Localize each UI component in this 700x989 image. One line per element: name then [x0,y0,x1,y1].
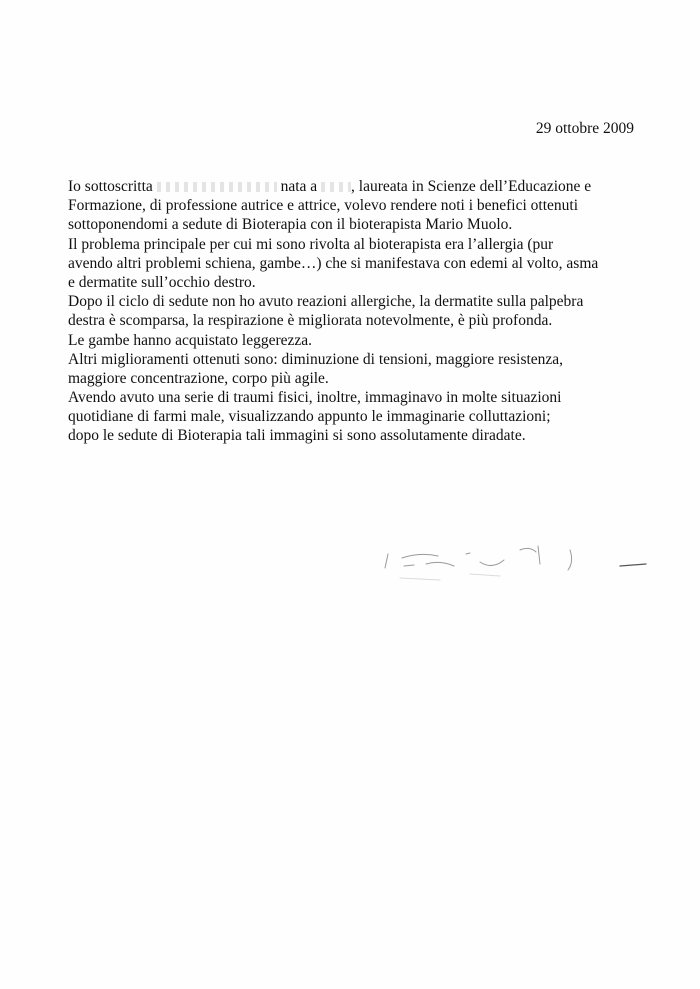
born-in-text: nata a [276,178,322,195]
letter-line-1 [68,177,658,196]
letter-line-14: dopo le sedute di Bioterapia tali immagini si sono assolutamente diradate. [68,427,526,445]
handwritten-signature [380,540,650,600]
letter-line-5: avendo altri problemi schiena, gambe…) che si manifestava con edemi al volto, asma [68,254,599,272]
letter-line-3: sottoponendomi a sedute di Bioterapia con il bioterapista Mario Muolo. [68,216,513,234]
letter-body [68,177,658,446]
redacted-place [321,182,351,192]
intro-text: Io sottoscritta [68,178,157,195]
degree-text: , laureata in Scienze dell’Educazione e [351,178,592,195]
letter-date: 29 ottobre 2009 [535,120,634,137]
letter-line-6: e dermatite sull’occhio destro. [68,273,256,291]
letter-line-7: Dopo il ciclo di sedute non ho avuto reazioni allergiche, la dermatite sulla palpebra [68,293,584,311]
letter-line-10: Altri miglioramenti ottenuti sono: diminuzione di tensioni, maggiore resistenza, [68,350,564,368]
letter-line-13: quotidiane di farmi male, visualizzando appunto le immaginarie colluttazioni; [68,408,551,426]
letter-line-2: Formazione, di professione autrice e attrice, volevo rendere noti i benefici ottenuti [68,197,579,215]
letter-line-9: Le gambe hanno acquistato leggerezza. [68,331,313,349]
letter-line-8: destra è scomparsa, la respirazione è migliorata notevolmente, è più profonda. [68,312,553,330]
letter-line-4: Il problema principale per cui mi sono rivolta al bioterapista era l’allergia (pur [68,235,554,253]
letter-line-11: maggiore concentrazione, corpo più agile. [68,369,329,387]
redacted-name [157,182,277,192]
letter-line-12: Avendo avuto una serie di traumi fisici, inoltre, immaginavo in molte situazioni [68,389,562,407]
